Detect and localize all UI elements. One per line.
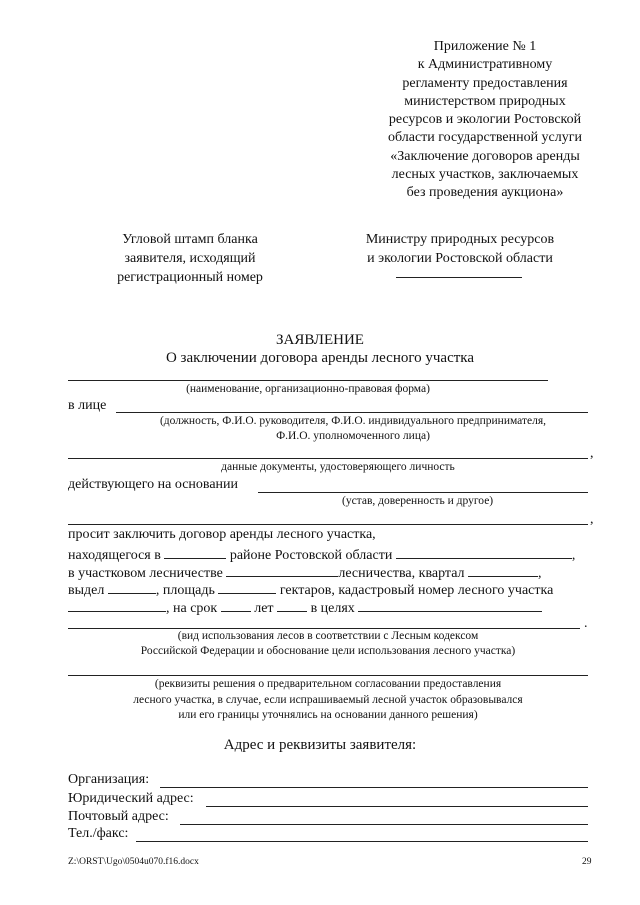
hint-basis: (устав, доверенность и другое) — [342, 495, 494, 507]
preliminary-decision-field[interactable] — [68, 675, 588, 676]
appendix-line: ресурсов и экологии Ростовской — [388, 112, 582, 128]
acting-basis-field[interactable] — [258, 492, 588, 493]
hint-prelim-1: (реквизиты решения о предварительном согласовании предоставления — [154, 678, 502, 690]
in-person-field[interactable] — [116, 412, 588, 413]
hint-person-2: Ф.И.О. уполномоченного лица) — [276, 430, 430, 442]
appendix-line: регламенту предоставления — [402, 75, 568, 91]
term-field[interactable] — [221, 598, 251, 612]
district-extra-field[interactable] — [396, 545, 572, 559]
stamp-line: заявителя, исходящий — [124, 251, 256, 266]
label-located-in: находящегося в — [68, 548, 161, 563]
label-legal-address: Юридический адрес: — [68, 791, 194, 806]
hint-forest-use-2: Российской Федерации и обоснование цели использования лесного участка) — [140, 645, 516, 657]
label-in-person: в лице — [68, 398, 107, 413]
appendix-line: к Административному — [417, 57, 553, 73]
document-title: ЗАЯВЛЕНИЕ — [276, 332, 364, 348]
label-district: районе Ростовской области — [229, 548, 393, 563]
postal-address-field[interactable] — [180, 824, 588, 825]
stamp-line: Угловой штамп бланка — [122, 232, 258, 247]
years-field[interactable] — [277, 598, 307, 612]
corner-stamp-block — [95, 230, 285, 287]
footer-page-number: 29 — [582, 857, 592, 867]
located-in-row — [68, 545, 575, 564]
hint-name-form: (наименование, организационно-правовая форма) — [186, 383, 430, 395]
label-forestry-precinct: в участковом лесничестве — [68, 566, 223, 581]
organization-field[interactable] — [160, 787, 588, 788]
forestry-precinct-field[interactable] — [226, 563, 338, 577]
term-row — [68, 598, 542, 617]
period: . — [584, 616, 588, 631]
plot-row — [68, 580, 553, 599]
phone-fax-field[interactable] — [136, 841, 588, 842]
hint-person-1: (должность, Ф.И.О. руководителя, Ф.И.О. индивидуального предпринимателя, — [159, 415, 547, 427]
document-subtitle: О заключении договора аренды лесного участка — [165, 350, 475, 366]
label-organization: Организация: — [68, 772, 150, 787]
purpose-field[interactable] — [358, 598, 542, 612]
identity-docs-field[interactable] — [68, 458, 588, 459]
hint-prelim-3: или его границы уточнялись на основании данного решения) — [178, 709, 478, 721]
label-phone-fax: Тел./факс: — [68, 826, 129, 841]
hint-identity-docs: данные документы, удостоверяющего личность — [221, 461, 455, 473]
stamp-line: регистрационный номер — [117, 270, 263, 285]
cadastral-number-field[interactable] — [68, 598, 166, 612]
label-purpose: в целях — [310, 601, 355, 616]
appendix-line: Приложение № 1 — [433, 39, 537, 54]
appendix-line: лесных участков, заключаемых — [391, 167, 579, 183]
appendix-block — [370, 38, 600, 203]
label-years: лет — [254, 601, 274, 616]
label-acting-basis: действующего на основании — [68, 477, 239, 492]
appendix-line: министерством природных — [404, 93, 566, 109]
hint-prelim-2: лесного участка, в случае, если испрашиваемый лесной участок образовывался — [133, 694, 523, 706]
legal-address-field[interactable] — [206, 806, 588, 807]
basis-continuation-field[interactable] — [68, 524, 588, 525]
label-requests: просит заключить договор аренды лесного участка, — [68, 527, 376, 542]
appendix-line: «Заключение договоров аренды — [390, 148, 580, 164]
label-area: , площадь — [155, 583, 215, 598]
label-postal-address: Почтовый адрес: — [68, 809, 169, 824]
addressee-line: Министру природных ресурсов — [365, 232, 555, 247]
addressee-block — [340, 230, 580, 268]
applicant-heading: Адрес и реквизиты заявителя: — [223, 737, 417, 753]
area-field[interactable] — [218, 580, 276, 594]
hint-forest-use-1: (вид использования лесов в соответствии с Лесным кодексом — [177, 630, 479, 642]
district-field[interactable] — [164, 545, 226, 559]
footer-file-path: Z:\ORST\Ugo\0504u070.f16.docx — [68, 857, 199, 867]
label-term: , на срок — [166, 601, 218, 616]
comma: , — [590, 512, 594, 527]
quarter-field[interactable] — [468, 563, 538, 577]
addressee-line: и экологии Ростовской области — [367, 251, 553, 266]
label-hectares: гектаров, кадастровый номер лесного участка — [279, 583, 554, 598]
comma: , — [590, 446, 594, 461]
plot-field[interactable] — [108, 580, 156, 594]
appendix-line: без проведения аукциона» — [406, 185, 564, 201]
comma: , — [538, 566, 542, 581]
label-forestry: лесничества, квартал — [338, 566, 465, 581]
comma: , — [571, 548, 576, 563]
appendix-line: области государственной услуги — [387, 130, 582, 146]
addressee-signature-line — [396, 277, 522, 278]
label-plot: выдел — [68, 583, 105, 598]
applicant-name-field[interactable] — [68, 380, 548, 381]
forest-use-field[interactable] — [68, 628, 580, 629]
